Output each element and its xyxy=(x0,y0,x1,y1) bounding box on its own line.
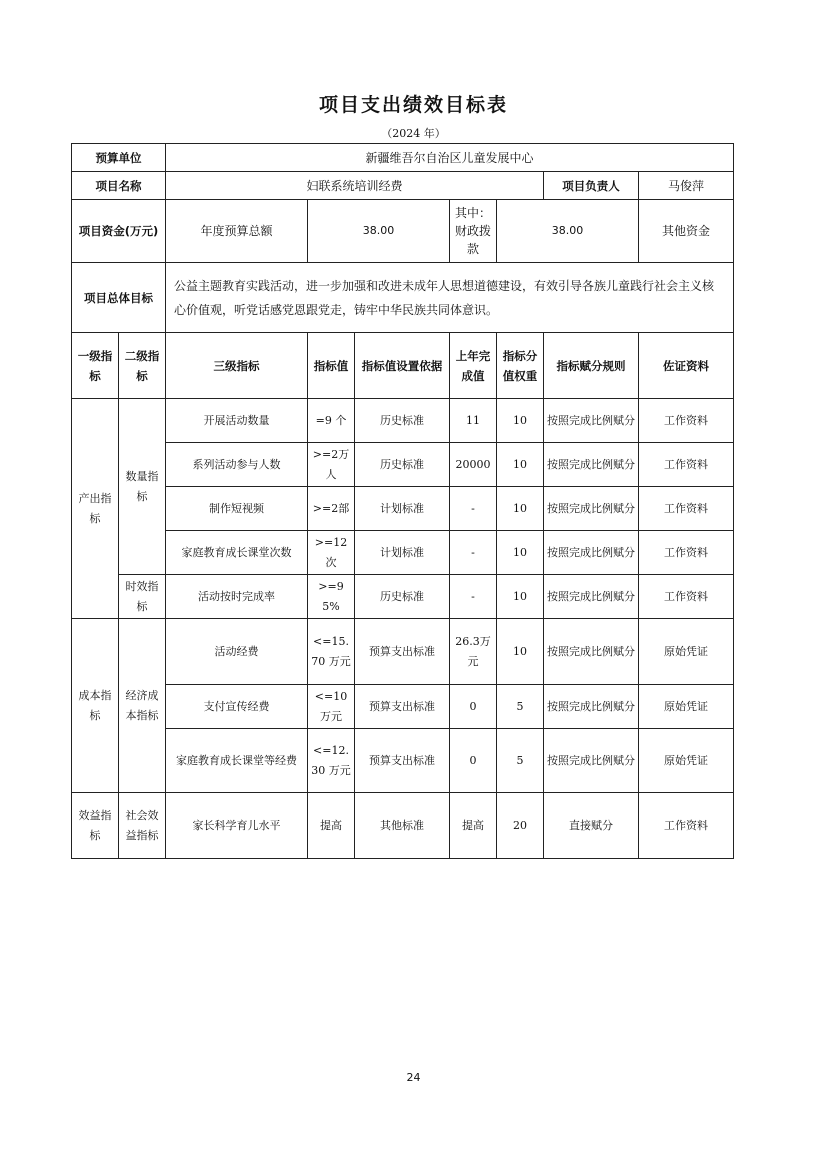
indicator-evidence: 原始凭证 xyxy=(639,619,734,685)
indicator-rule: 按照完成比例赋分 xyxy=(544,399,639,443)
year-label: （2024 年） xyxy=(381,127,446,140)
indicator-weight: 10 xyxy=(497,575,544,619)
col-prev: 上年完成值 xyxy=(450,333,497,399)
indicator-evidence: 工作资料 xyxy=(639,531,734,575)
indicator-evidence: 原始凭证 xyxy=(639,729,734,793)
group-economic: 经济成本指标 xyxy=(119,619,166,793)
other-funds-label: 其他资金 xyxy=(662,224,711,238)
indicator-basis: 历史标准 xyxy=(355,443,450,487)
indicator-basis: 其他标准 xyxy=(355,793,450,859)
indicator-name: 系列活动参与人数 xyxy=(166,443,308,487)
table-row xyxy=(72,399,734,443)
col-evidence: 佐证资料 xyxy=(639,333,734,399)
indicator-value: =9 个 xyxy=(308,399,355,443)
indicator-name: 家长科学育儿水平 xyxy=(166,793,308,859)
indicator-name: 开展活动数量 xyxy=(166,399,308,443)
goal-label: 项目总体目标 xyxy=(72,263,166,333)
indicator-prev: 0 xyxy=(450,685,497,729)
other-funds-cell xyxy=(639,200,734,263)
indicator-rule: 按照完成比例赋分 xyxy=(544,619,639,685)
indicator-weight: 10 xyxy=(497,531,544,575)
indicator-value: <=10万元 xyxy=(308,685,355,729)
table-row xyxy=(72,531,734,575)
indicator-prev: 0 xyxy=(450,729,497,793)
indicator-name: 支付宣传经费 xyxy=(166,685,308,729)
indicator-prev: - xyxy=(450,575,497,619)
indicator-basis: 历史标准 xyxy=(355,399,450,443)
indicator-basis: 计划标准 xyxy=(355,531,450,575)
indicator-basis: 历史标准 xyxy=(355,575,450,619)
indicator-evidence: 工作资料 xyxy=(639,575,734,619)
indicator-weight: 10 xyxy=(497,619,544,685)
indicator-basis: 预算支出标准 xyxy=(355,619,450,685)
table-row xyxy=(72,443,734,487)
indicator-prev: - xyxy=(450,487,497,531)
indicator-weight: 5 xyxy=(497,729,544,793)
group-quantity: 数量指标 xyxy=(119,399,166,575)
indicator-rule: 按照完成比例赋分 xyxy=(544,575,639,619)
indicator-rule: 按照完成比例赋分 xyxy=(544,729,639,793)
annual-budget-value: 38.00 xyxy=(308,200,450,263)
funds-label: 项目资金(万元) xyxy=(72,200,166,263)
indicator-value: >=2万人 xyxy=(308,443,355,487)
page-title: 项目支出绩效目标表 xyxy=(318,94,508,116)
group-social: 社会效益指标 xyxy=(119,793,166,859)
project-name-label: 项目名称 xyxy=(72,172,166,200)
table-row xyxy=(72,729,734,793)
indicator-rule: 按照完成比例赋分 xyxy=(544,487,639,531)
goal-text: 公益主题教育实践活动，进一步加强和改进未成年人思想道德建设，有效引导各族儿童践行社会主义核心价值观，听党话感党恩跟党走，铸牢中华民族共同体意识。 xyxy=(166,263,734,333)
indicator-name: 活动按时完成率 xyxy=(166,575,308,619)
indicator-value: >=95% xyxy=(308,575,355,619)
table-row xyxy=(72,685,734,729)
indicator-prev: 26.3万元 xyxy=(450,619,497,685)
group-benefit: 效益指标 xyxy=(72,793,119,859)
indicator-rule: 按照完成比例赋分 xyxy=(544,443,639,487)
indicator-prev: - xyxy=(450,531,497,575)
indicator-prev: 20000 xyxy=(450,443,497,487)
performance-table xyxy=(71,143,734,859)
col-value: 指标值 xyxy=(308,333,355,399)
indicator-value: >=12次 xyxy=(308,531,355,575)
indicator-weight: 10 xyxy=(497,487,544,531)
indicator-weight: 10 xyxy=(497,443,544,487)
group-cost: 成本指标 xyxy=(72,619,119,793)
owner-value: 马俊萍 xyxy=(639,172,734,200)
indicator-basis: 预算支出标准 xyxy=(355,685,450,729)
col-rule: 指标赋分规则 xyxy=(544,333,639,399)
indicator-prev: 提高 xyxy=(450,793,497,859)
col-level1: 一级指标 xyxy=(72,333,119,399)
indicator-basis: 计划标准 xyxy=(355,487,450,531)
indicator-value: 提高 xyxy=(308,793,355,859)
indicator-basis: 预算支出标准 xyxy=(355,729,450,793)
project-name-value: 妇联系统培训经费 xyxy=(166,172,544,200)
budget-unit-value: 新疆维吾尔自治区儿童发展中心 xyxy=(166,144,734,172)
group-output: 产出指标 xyxy=(72,399,119,619)
indicator-evidence: 工作资料 xyxy=(639,793,734,859)
indicator-prev: 11 xyxy=(450,399,497,443)
budget-unit-label: 预算单位 xyxy=(72,144,166,172)
indicator-value: <=15.70 万元 xyxy=(308,619,355,685)
table-row xyxy=(72,487,734,531)
table-row xyxy=(72,575,734,619)
indicator-name: 家庭教育成长课堂次数 xyxy=(166,531,308,575)
indicator-weight: 20 xyxy=(497,793,544,859)
indicator-value: <=12.30 万元 xyxy=(308,729,355,793)
indicator-name: 活动经费 xyxy=(166,619,308,685)
indicator-rule: 按照完成比例赋分 xyxy=(544,685,639,729)
indicator-evidence: 工作资料 xyxy=(639,487,734,531)
indicator-name: 制作短视频 xyxy=(166,487,308,531)
page-number: 24 xyxy=(406,1071,421,1084)
col-level2: 二级指标 xyxy=(119,333,166,399)
indicator-value: >=2部 xyxy=(308,487,355,531)
owner-label: 项目负责人 xyxy=(544,172,639,200)
indicator-evidence: 工作资料 xyxy=(639,443,734,487)
table-row xyxy=(72,793,734,859)
col-level3: 三级指标 xyxy=(166,333,308,399)
indicator-rule: 按照完成比例赋分 xyxy=(544,531,639,575)
indicator-rule: 直接赋分 xyxy=(544,793,639,859)
indicator-name: 家庭教育成长课堂等经费 xyxy=(166,729,308,793)
fiscal-label: 其中：财政拨款 xyxy=(450,200,497,263)
indicator-weight: 5 xyxy=(497,685,544,729)
indicator-evidence: 原始凭证 xyxy=(639,685,734,729)
col-weight: 指标分值权重 xyxy=(497,333,544,399)
annual-budget-label: 年度预算总额 xyxy=(166,200,308,263)
col-basis: 指标值设置依据 xyxy=(355,333,450,399)
indicator-weight: 10 xyxy=(497,399,544,443)
indicator-evidence: 工作资料 xyxy=(639,399,734,443)
fiscal-value: 38.00 xyxy=(497,200,639,263)
group-timeliness: 时效指标 xyxy=(119,575,166,619)
table-row xyxy=(72,619,734,685)
